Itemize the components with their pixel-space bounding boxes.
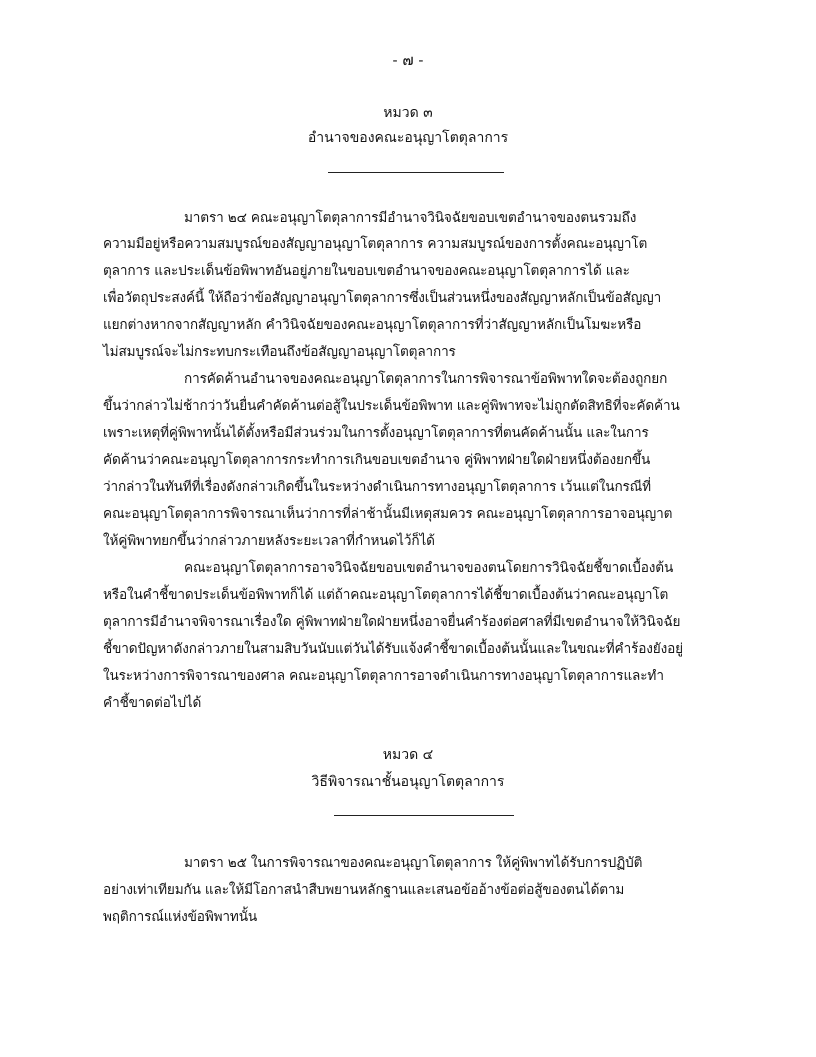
text-line: คณะอนุญาโตตุลาการอาจวินิจฉัยขอบเขตอำนาจของตนโดยการวินิจฉัยชี้ขาดเบื้องต้น [184,560,674,576]
text-line: ให้คู่พิพาทยกขึ้นว่ากล่าวภายหลังระยะเวลาที่กำหนดไว้ก็ได้ [103,533,435,549]
text-line: ในระหว่างการพิจารณาของศาล คณะอนุญาโตตุลาการอาจดำเนินการทางอนุญาโตตุลาการและทำ [103,668,664,684]
text-line: หรือในคำชี้ขาดประเด็นข้อพิพาทก็ได้ แต่ถ้าคณะอนุญาโตตุลาการได้ชี้ขาดเบื้องต้นว่าคณะอนุญาโต [103,587,669,603]
text-line: เพราะเหตุที่คู่พิพาทนั้นได้ตั้งหรือมีส่วนร่วมในการตั้งอนุญาโตตุลาการที่ตนคัดค้านนั้น และในการ [103,425,649,441]
text-line: คำชี้ขาดต่อไปได้ [103,695,202,711]
text-line: ชี้ขาดปัญหาดังกล่าวภายในสามสิบวันนับแต่วันได้รับแจ้งคำชี้ขาดเบื้องต้นนั้นและในขณะที่คำร้องยังอยู่ [103,641,683,657]
text-line: ไม่สมบูรณ์จะไม่กระทบกระเทือนถึงข้อสัญญาอนุญาโตตุลาการ [103,344,456,360]
page-number: - ๗ - [392,51,424,69]
chapter4-divider [334,815,514,816]
text-line: ว่ากล่าวในทันทีที่เรื่องดังกล่าวเกิดขึ้นในระหว่างดำเนินการทางอนุญาโตตุลาการ เว้นแต่ในกรณีที่ [103,479,651,495]
text-line: ตุลาการ และประเด็นข้อพิพาทอันอยู่ภายในขอบเขตอำนาจของคณะอนุญาโตตุลาการได้ และ [103,263,630,279]
text-line: คณะอนุญาโตตุลาการพิจารณาเห็นว่าการที่ล่าช้านั้นมีเหตุสมควร คณะอนุญาโตตุลาการอาจอนุญาต [103,506,673,522]
text-line: ความมีอยู่หรือความสมบูรณ์ของสัญญาอนุญาโตตุลาการ ความสมบูรณ์ของการตั้งคณะอนุญาโต [103,236,648,252]
chapter4-heading: หมวด ๔ [382,747,434,763]
chapter3-divider [328,172,504,173]
text-line: ตุลาการมีอำนาจพิจารณาเรื่องใด คู่พิพาทฝ่ายใดฝ่ายหนึ่งอาจยื่นคำร้องต่อศาลที่มีเขตอำนาจให้วินิจฉัย [103,614,681,630]
chapter3-heading: หมวด ๓ [383,105,433,121]
text-line: พฤติการณ์แห่งข้อพิพาทนั้น [103,909,258,925]
chapter4-title: วิธีพิจารณาชั้นอนุญาโตตุลาการ [311,774,505,790]
text-line: การคัดค้านอำนาจของคณะอนุญาโตตุลาการในการพิจารณาข้อพิพาทใดจะต้องถูกยก [184,371,668,387]
text-line: แยกต่างหากจากสัญญาหลัก คำวินิจฉัยของคณะอนุญาโตตุลาการที่ว่าสัญญาหลักเป็นโมฆะหรือ [103,317,642,333]
text-line: คัดค้านว่าคณะอนุญาโตตุลาการกระทำการเกินขอบเขตอำนาจ คู่พิพาทฝ่ายใดฝ่ายหนึ่งต้องยกขึ้น [103,452,651,468]
text-line: มาตรา ๒๕ ในการพิจารณาของคณะอนุญาโตตุลาการ ให้คู่พิพาทได้รับการปฏิบัติ [184,855,643,871]
text-line: อย่างเท่าเทียมกัน และให้มีโอกาสนำสืบพยานหลักฐานและเสนอข้ออ้างข้อต่อสู้ของตนได้ตาม [103,882,625,898]
text-line: ขึ้นว่ากล่าวไม่ช้ากว่าวันยื่นคำคัดค้านต่อสู้ในประเด็นข้อพิพาท และคู่พิพาทจะไม่ถูกตัดสิทธิที่จะคัดค้าน [103,398,680,414]
text-line: มาตรา ๒๔ คณะอนุญาโตตุลาการมีอำนาจวินิจฉัยขอบเขตอำนาจของตนรวมถึง [184,210,637,226]
chapter3-title: อำนาจของคณะอนุญาโตตุลาการ [307,130,509,146]
text-line: เพื่อวัตถุประสงค์นี้ ให้ถือว่าข้อสัญญาอนุญาโตตุลาการซึ่งเป็นส่วนหนึ่งของสัญญาหลักเป็นข้อสัญญา [103,290,662,306]
